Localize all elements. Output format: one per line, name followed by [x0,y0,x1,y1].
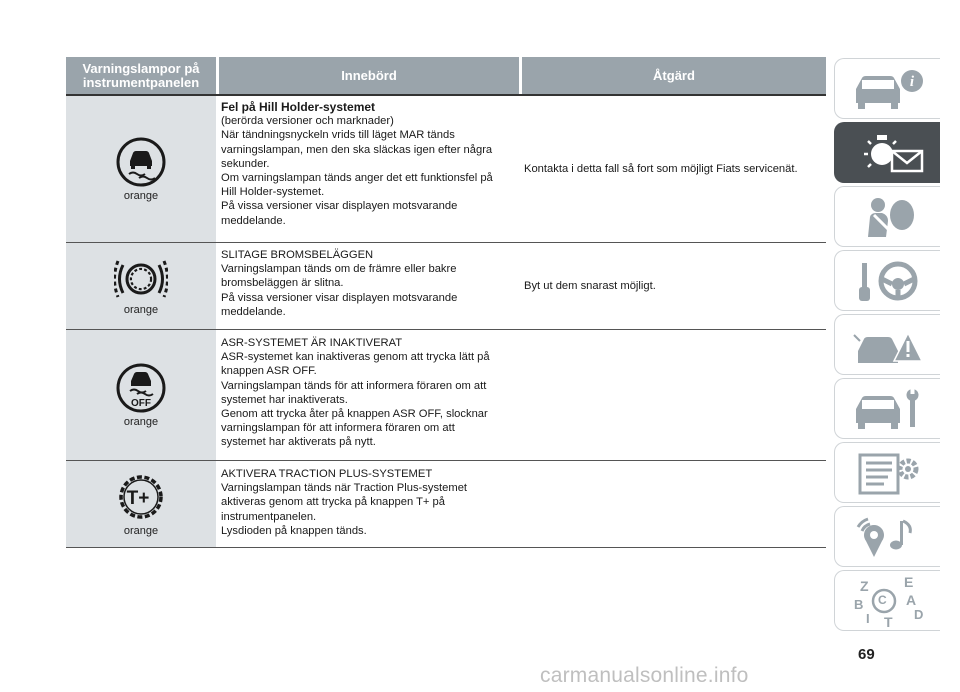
index-letter: B [853,596,863,612]
action-cell [516,461,826,547]
alphabetical-index-icon [848,573,928,629]
action-cell: Byt ut dem snarast möjligt. [524,280,656,292]
tab-car-info[interactable] [834,58,940,119]
tab-servicing[interactable] [834,378,940,439]
text-line: varningslampan, men den ska släckas igen efter några [221,143,493,156]
text-line: Lysdioden på knappen tänds. [221,524,367,537]
text-line: aktiveras genom att trycka på knappen T+ på [221,496,445,509]
text-line: Varningslampan tänds när Traction Plus-systemet [221,482,468,495]
table-row [66,330,826,461]
car-info-icon [848,65,928,113]
text-line: På vissa versioner visar displayen motsvarande [221,200,458,213]
index-letter: E [903,573,913,590]
text-line: meddelande. [221,305,286,318]
hill-holder-icon [115,136,167,188]
text-line: instrumentpanelen. [221,510,317,523]
car-wrench-icon [848,385,928,433]
meaning-cell [216,330,516,460]
table-row [66,94,826,243]
header-meaning: Innebörd [219,57,519,94]
index-letter: I [865,610,870,626]
text-line: Hill Holder-systemet. [221,186,325,199]
multimedia-icon [848,513,928,561]
meaning-cell [216,243,516,329]
icon-cell [66,243,216,329]
watermark: carmanualsonline.info [540,664,749,687]
text-line: Genom att trycka åter på knappen ASR OFF, slocknar [221,408,488,421]
action-cell [516,330,826,460]
traction-plus-icon [115,471,167,523]
text-line: knappen ASR OFF. [221,365,317,378]
index-letter: A [905,591,916,608]
text-line: När tändningsnyckeln vrids till läget MAR tänds [221,129,455,142]
color-label: orange [123,416,159,428]
text-line: På vissa versioner visar displayen motsvarande [221,291,458,304]
text-line: bromsbeläggen är slitna. [221,277,344,290]
row-title: AKTIVERA TRACTION PLUS-SYSTEMET [221,468,433,480]
tab-emergency[interactable] [834,314,940,375]
color-label: orange [123,304,159,316]
icon-text: OFF [131,398,151,409]
row-title: ASR-SYSTEMET ÄR INAKTIVERAT [221,337,403,349]
row-title: SLITAGE BROMSBELÄGGEN [221,249,374,261]
tab-technical-specs[interactable] [834,442,940,503]
tab-index[interactable] [834,570,940,631]
index-letter: D [913,606,923,622]
table-header [66,57,826,94]
icon-cell [66,461,216,547]
index-letter: T [883,613,893,629]
index-letter: C [877,592,887,607]
table-row [66,461,826,548]
text-line: systemet har inaktiverats. [221,393,348,406]
index-letter: Z [859,577,869,594]
header-warning-lights: Varningslampor på instrumentpanelen [66,57,216,94]
text-line: Varningslampan tänds om de främre eller bakre [221,263,457,276]
page-number: 69 [858,646,875,663]
color-label: orange [123,525,159,537]
warning-light-message-icon [848,129,928,177]
asr-off-icon [115,362,167,414]
tab-multimedia[interactable] [834,506,940,567]
tab-starting-driving[interactable] [834,250,940,311]
table-row [66,243,826,330]
icon-cell [66,330,216,460]
text-line: systemet har aktiverats på nytt. [221,436,376,449]
warning-lights-table [66,57,826,548]
airbag-seatbelt-icon [848,193,928,241]
color-label: orange [123,190,159,202]
text-line: meddelande. [221,214,286,227]
text-line: sekunder. [221,157,270,170]
text-line: Varningslampan tänds för att informera föraren om att [221,379,487,392]
brake-pad-wear-icon [114,256,168,302]
svg-text:i: i [909,73,914,90]
meaning-cell [216,461,516,547]
text-line: ASR-systemet kan inaktiveras genom att trycka lätt på [221,351,490,364]
icon-text: T+ [126,488,150,509]
key-steering-wheel-icon [848,257,928,305]
tab-safety[interactable] [834,186,940,247]
text-line: Om varningslampan tänds anger det ett funktionsfel på [221,172,493,185]
meaning-cell [216,96,516,242]
specs-gear-icon [848,449,928,497]
row-title: Fel på Hill Holder-systemet [221,100,376,114]
chapter-tabs [834,58,940,634]
emergency-car-icon [848,321,928,369]
text-line: (berörda versioner och marknader) [221,115,394,128]
icon-cell [66,96,216,242]
text-line: varningslampan för att informera föraren om att [221,422,455,435]
tab-warning-lights[interactable] [834,122,940,183]
action-cell: Kontakta i detta fall så fort som möjligt Fiats servicenät. [524,163,798,175]
header-action: Åtgärd [522,57,826,94]
